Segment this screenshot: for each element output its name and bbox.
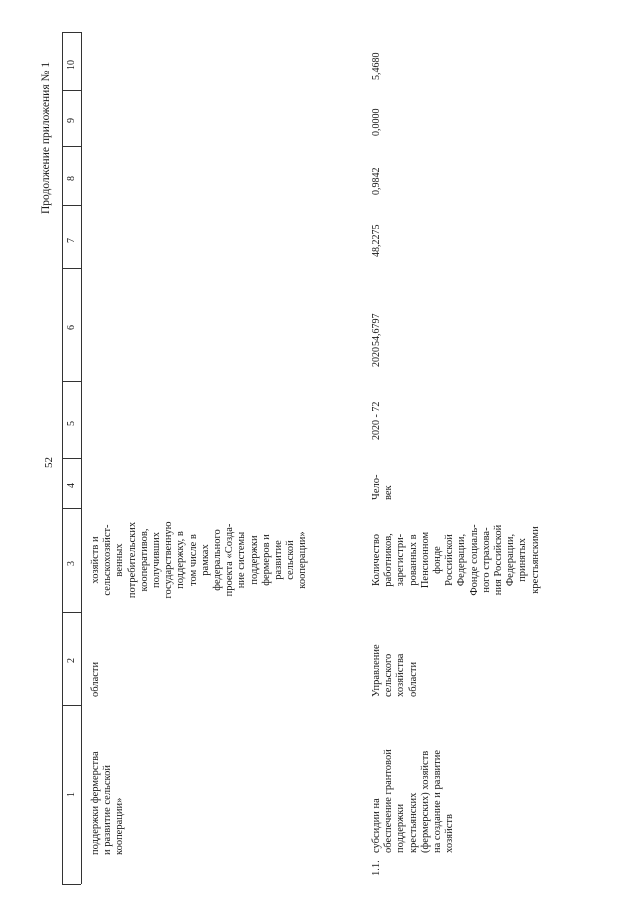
- col-header-1: 1: [66, 792, 77, 797]
- row2-col9: 0,9842: [371, 167, 382, 195]
- col-header-8: 8: [66, 176, 77, 181]
- row1-col1: поддержки фермерства и развитие сельской кооперации»: [90, 751, 126, 855]
- row1-col2: области: [90, 661, 101, 697]
- row2-col8: 48,2275: [371, 224, 382, 257]
- col-divider: [62, 705, 81, 706]
- col-header-9: 9: [66, 118, 77, 123]
- col-divider: [62, 381, 81, 382]
- col-divider: [62, 612, 81, 613]
- table-border-top: [62, 32, 81, 33]
- col-header-7: 7: [66, 238, 77, 243]
- header-left-line: [62, 32, 63, 884]
- col-header-3: 3: [66, 561, 77, 566]
- col-divider: [62, 205, 81, 206]
- row2-col3: Количество работников, зарегистри- рованных в Пенсионном фонде Российской Федерации, Фонде социаль- ного страхова- ния Российской Федерации, принятых крестьянскими: [371, 524, 541, 596]
- row2-col11: 5,4680: [371, 52, 382, 80]
- row2-col6: 2020: [371, 347, 382, 367]
- row1-col3: хозяйств и сельскохозяйст- венных потребительских кооперативов, получивших государственную поддержку, в том числе в рамках федерального проекта «Созда- ние системы поддержки фермеров и развитие сельской кооперации»: [90, 521, 309, 599]
- col-header-4: 4: [66, 483, 77, 488]
- col-header-5: 5: [66, 421, 77, 426]
- row2-col1: субсидии на обеспечение грантовой поддержки крестьянских (фермерских) хозяйств на создание и развитие хозяйств: [371, 749, 456, 853]
- row2-col5: 2020 - 72: [371, 401, 382, 440]
- row2-col10: 0,0000: [371, 108, 382, 136]
- page-number: 52: [43, 457, 55, 468]
- row2-number: 1.1.: [371, 860, 382, 876]
- row2-col7: 54,6797: [371, 313, 382, 346]
- row2-col2: Управление сельского хозяйства области: [371, 644, 419, 697]
- row2-col4: Чело- век: [371, 474, 395, 500]
- col-divider: [62, 458, 81, 459]
- col-header-10: 10: [66, 60, 77, 70]
- table-border-bottom: [62, 884, 81, 885]
- col-header-6: 6: [66, 325, 77, 330]
- header-right-line: [81, 32, 82, 884]
- col-divider: [62, 90, 81, 91]
- col-header-2: 2: [66, 658, 77, 663]
- col-divider: [62, 146, 81, 147]
- col-divider: [62, 508, 81, 509]
- col-divider: [62, 268, 81, 269]
- continuation-title: Продолжение приложения № 1: [40, 61, 52, 214]
